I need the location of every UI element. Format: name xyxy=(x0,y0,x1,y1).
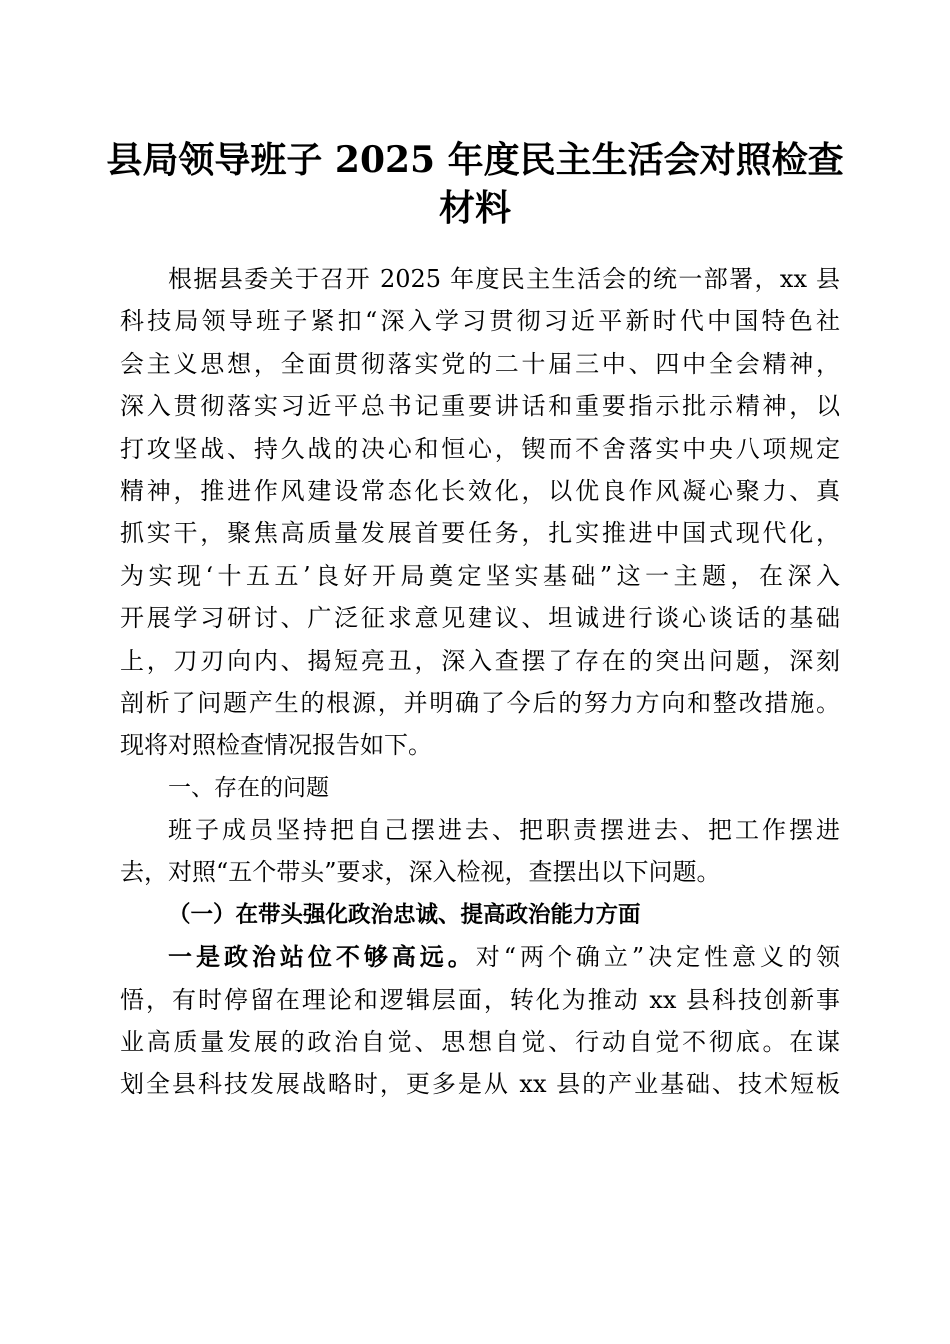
section-paragraph xyxy=(120,809,840,894)
text-line: 深入贯彻落实习近平总书记重要讲话和重要指示批示精神，以 xyxy=(120,392,840,421)
point-lead: 一是政治站位不够高远。 xyxy=(168,942,476,972)
text-line: 精神，推进作风建设常态化长效化，以优良作风凝心聚力、真 xyxy=(120,476,840,505)
text-line: 开展学习研讨、广泛征求意见建议、坦诚进行谈心谈话的基础 xyxy=(120,604,840,633)
text-line: 剖析了问题产生的根源，并明确了今后的努力方向和整改措施。 xyxy=(120,688,840,717)
text-line: 科技局领导班子紧扣“深入学习贯彻习近平新时代中国特色社 xyxy=(120,307,840,336)
subsection-heading: （一）在带头强化政治忠诚、提高政治能力方面 xyxy=(168,901,641,928)
text-line: 业高质量发展的政治自觉、思想自觉、行动自觉不彻底。在谋 xyxy=(120,1028,840,1057)
text-line: 会主义思想，全面贯彻落实党的二十届三中、四中全会精神， xyxy=(120,349,840,378)
text-line: 上，刀刃向内、揭短亮丑，深入查摆了存在的突出问题，深刻 xyxy=(120,646,840,675)
text-line: 班子成员坚持把自己摆进去、把职责摆进去、把工作摆进 xyxy=(168,816,840,845)
text-line: 现将对照检查情况报告如下。 xyxy=(120,731,432,760)
text-line: 悟，有时停留在理论和逻辑层面，转化为推动 xx 县科技创新事 xyxy=(120,985,840,1014)
text-line: 去，对照“五个带头”要求，深入检视，查摆出以下问题。 xyxy=(120,858,721,887)
title-line-2: 材料 xyxy=(438,187,511,229)
section-heading: 一、存在的问题 xyxy=(168,774,329,801)
document-body xyxy=(120,258,840,1106)
point-paragraph xyxy=(120,936,840,1106)
title-line-1: 县局领导班子 2025 年度民主生活会对照检查 xyxy=(106,139,844,181)
intro-paragraph xyxy=(120,258,840,767)
text-line: 打攻坚战、持久战的决心和恒心，锲而不舍落实中央八项规定 xyxy=(120,434,840,463)
text-line: 根据县委关于召开 2025 年度民主生活会的统一部署，xx 县 xyxy=(168,265,840,293)
text-line xyxy=(120,936,840,978)
text-line: 抓实干，聚焦高质量发展首要任务，扎实推进中国式现代化， xyxy=(120,519,840,548)
text-line: 为实现‘十五五’良好开局奠定坚实基础”这一主题，在深入 xyxy=(120,561,840,590)
text-line: 划全县科技发展战略时，更多是从 xx 县的产业基础、技术短板 xyxy=(120,1070,840,1099)
point-lead-rest: 对“两个确立”决定性意义的领 xyxy=(475,943,840,972)
document-title xyxy=(100,136,850,232)
